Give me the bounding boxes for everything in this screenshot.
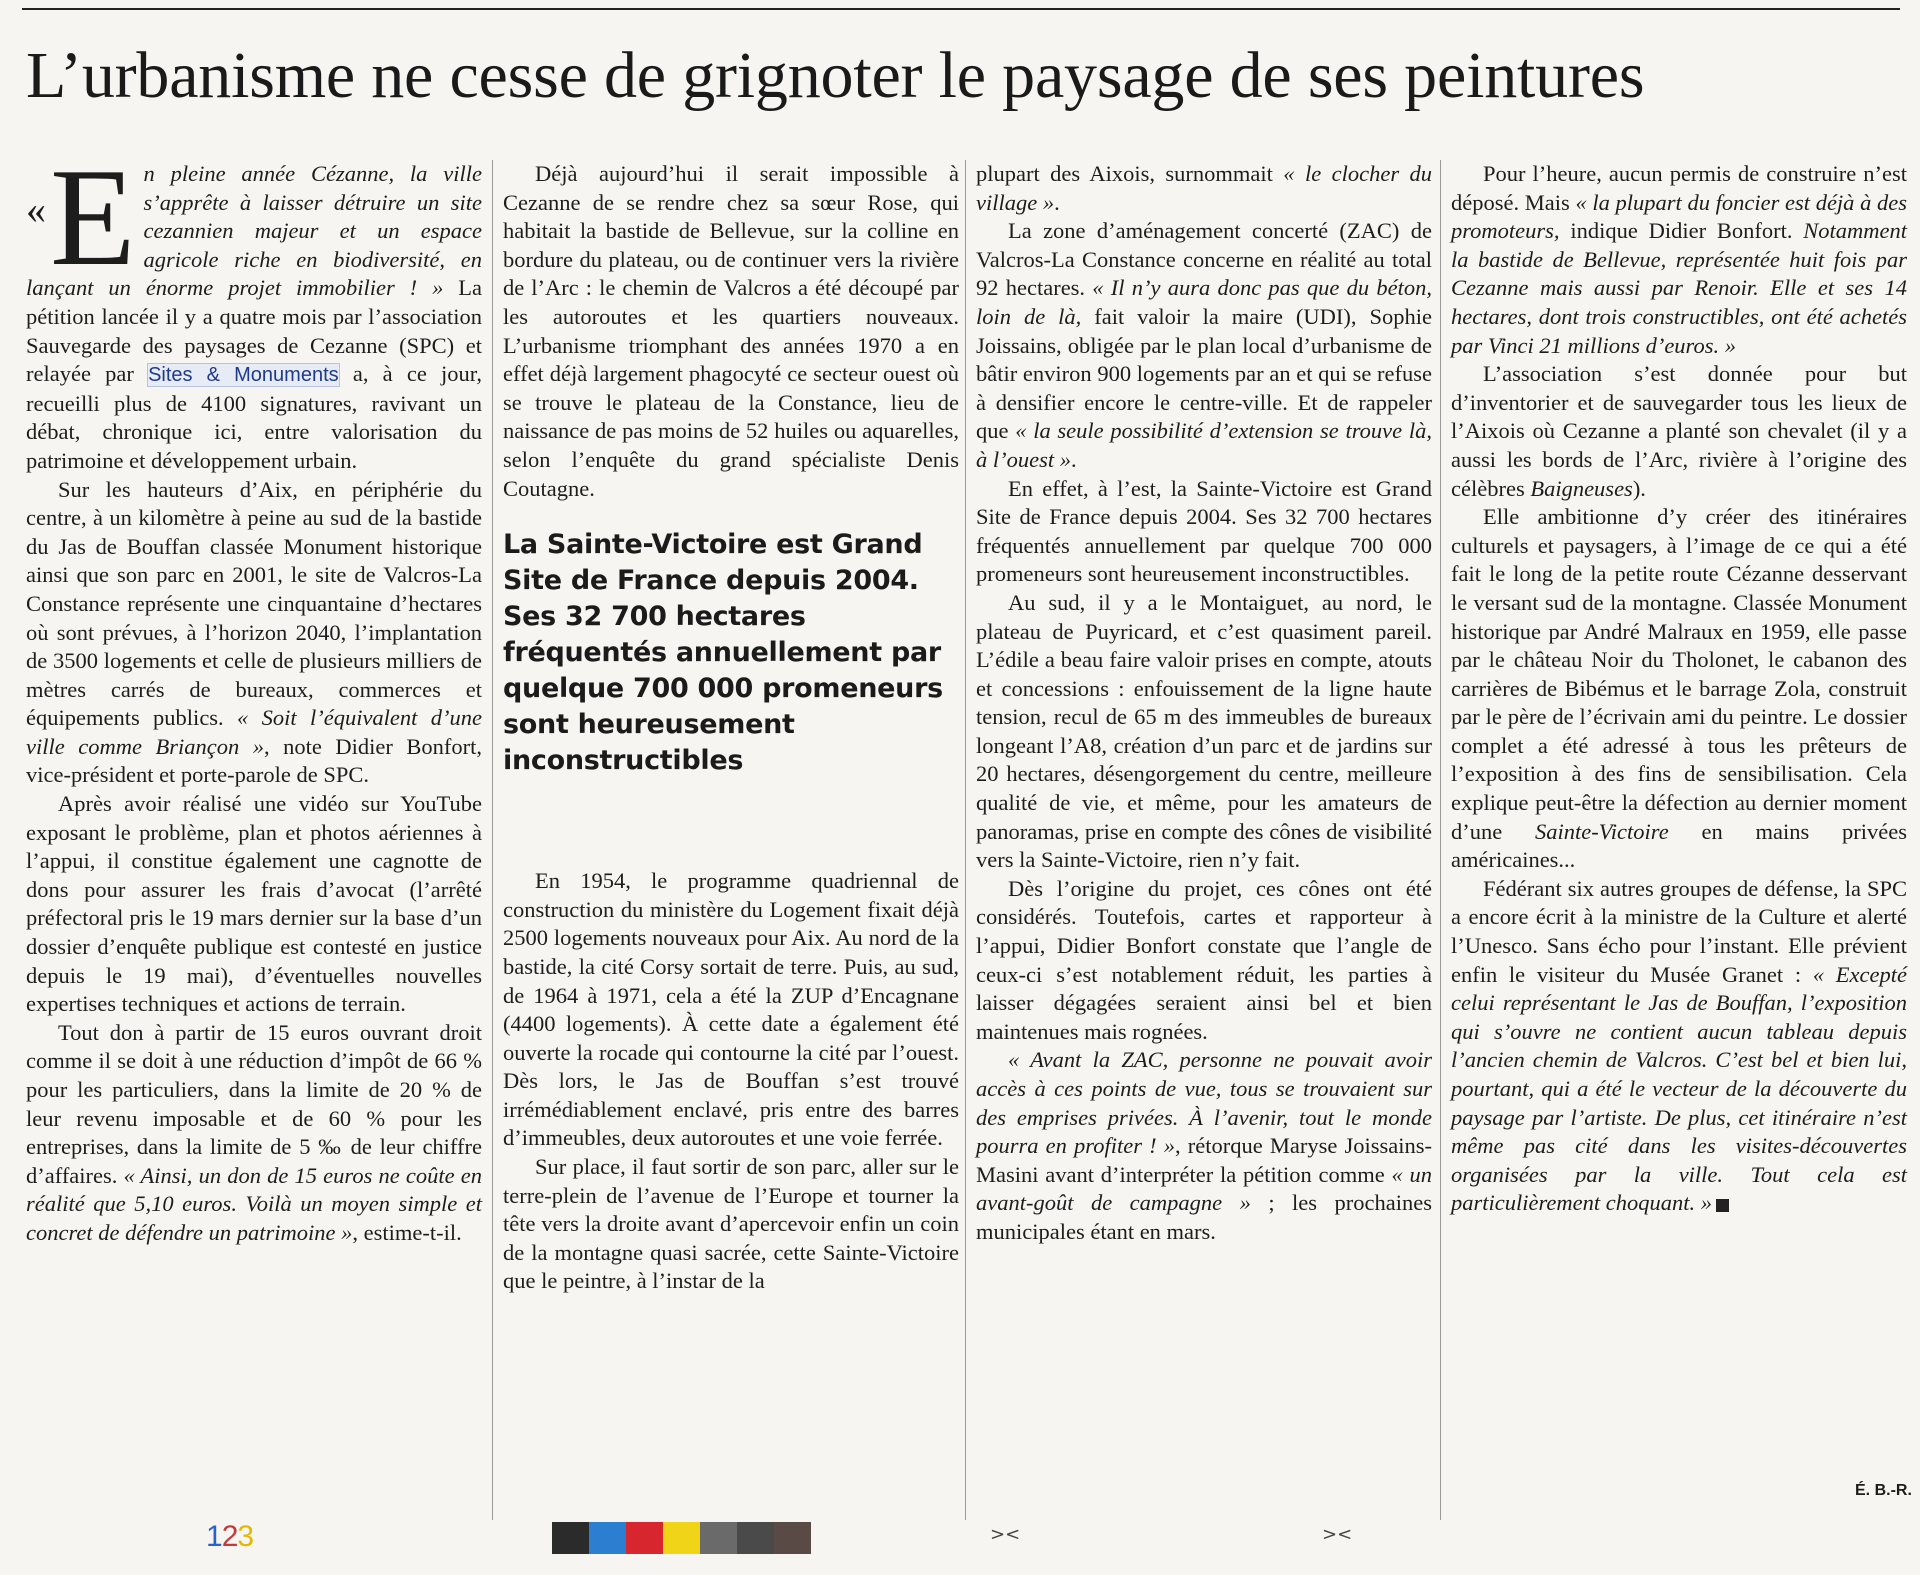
pull-quote-text: La Sainte-Victoire est Grand Site de France depuis 2004. Ses 32 700 hectares fréquentés annuellement par quelque 700 000 promeneurs sont heureusement inconstructibles	[503, 529, 943, 777]
paragraph: Dès l’origine du projet, ces cônes ont été considérés. Toutefois, cartes et rapporteur à l’appui, Didier Bonfort constate que l’angle de ceux-ci s’est notablement réduit, les parties à laisser dégagées seraient ainsi bel et bien maintenues mais rognées.	[976, 875, 1432, 1044]
text: Sur les hauteurs d’Aix, en périphérie du centre, à un kilomètre à peine au sud de la bastide du Jas de Bouffan classée Monument historique ainsi que son parc en 2001, le site de Valcros-La Constance représente une cinquantaine d’hectares où sont prévues, à l’horizon 2040, l’implantation de 3500 logements et celle de plusieurs milliers de mètres carrés de bureaux, commerces et équipements publics.	[26, 476, 482, 731]
text: .	[1071, 446, 1077, 472]
lead-paragraph	[26, 140, 482, 476]
text: Elle ambitionne d’y créer des itinéraires culturels et paysagers, à l’image de ce qui a été fait le long de la petite route Cézanne desservant le versant sud de la montagne. Classée Monument historique par André Malraux en 1959, elle passe par le château Noir du Tholonet, le cabanon des carrières de Bibémus et le barrage Zola, construit par le père de l’écrivain ami du peintre. Le dossier complet a été adressé à tous les prêteurs de l’exposition à des fins de sensibilisation. Cela explique peut-être la défection au dernier moment d’une	[1451, 504, 1907, 844]
paragraph	[976, 160, 1432, 217]
color-swatch	[552, 1522, 589, 1554]
author-signature: É. B.-R.	[1855, 1482, 1912, 1499]
title: Sainte-Victoire	[1535, 818, 1669, 844]
page-number-digit: 3	[237, 1520, 254, 1553]
page-number-digit: 1	[206, 1520, 222, 1553]
text: ; les prochaines municipales étant en mars.	[976, 1190, 1432, 1244]
quote: « Avant la ZAC, personne ne pouvait avoir accès à ces points de vue, tous se trouvaient sur des emprises privées. À l’avenir, tout le monde pourra en profiter ! »	[976, 1047, 1432, 1159]
text: , rétorque Maryse Joissains-Masini avant d’interpréter la pétition comme	[976, 1133, 1432, 1187]
registration-mark: ><	[1322, 1524, 1353, 1545]
quote: « Excepté celui représentant le Jas de Bouffan, l’exposition qui s’ouvre ne contient aucun tableau depuis l’ancien chemin de Valcros. C’est bel et bien lui, pourtant, qui a été le vecteur de la découverte du paysage par l’artiste. De plus, cet itinéraire n’est même pas cité dans les visites-découvertes organisées par la ville. Tout cela est particulièrement choquant. »	[1451, 961, 1907, 1216]
article-column-2	[503, 160, 959, 1296]
paragraph	[1451, 875, 1907, 1218]
quote: « Soit l’équivalent d’une ville comme Briançon »	[26, 705, 482, 759]
article-column-4	[1451, 160, 1907, 1218]
end-mark-icon	[1716, 1199, 1729, 1212]
paragraph: Au sud, il y a le Montaiguet, au nord, le plateau de Puyricard, et c’est quasiment pareil. L’édile a beau faire valoir prises en compte, atouts et concessions : enfouissement de la ligne haute tension, recul de 65 m des immeubles de bureaux longeant l’A8, création d’un parc et de jardins sur 20 hectares, désengorgement du centre, meilleure qualité de vie, et même, pour les amateurs de panoramas, prise en compte des cônes de visibilité vers la Sainte-Victoire, rien n’y fait.	[976, 589, 1432, 873]
paragraph: Sur place, il faut sortir de son parc, aller sur le terre-plein de l’avenue de l’Europe et tourner la tête vers la droite avant d’apercevoir enfin un coin de la montagne quasi sacrée, cette Sainte-Victoire que le peintre, à l’instar de la	[503, 1154, 959, 1294]
paragraph	[976, 217, 1432, 474]
quote: « le clocher du village »	[976, 161, 1432, 215]
registration-mark: ><	[990, 1524, 1021, 1545]
article-column-3	[976, 160, 1432, 1247]
pull-quote	[503, 527, 959, 867]
dropcap-block	[26, 140, 136, 295]
lead-quote: n pleine année Cézanne, la ville s’apprête à laisser détruire un site cezannien majeur et un espace agricole riche en biodiversité, en lançant un énorme projet immobilier ! »	[26, 161, 482, 301]
title: Baigneuses	[1530, 475, 1633, 501]
quote: « un avant-goût de campagne »	[976, 1161, 1433, 1216]
paragraph	[1451, 503, 1907, 875]
quote: « la seule possibilité d’extension se trouve là, à l’ouest »	[976, 418, 1432, 472]
article-column-1	[26, 140, 482, 1248]
paragraph	[976, 1046, 1432, 1246]
paragraph: En effet, à l’est, la Sainte-Victoire est Grand Site de France depuis 2004. Ses 32 700 hectares fréquentés annuellement par quelque 700 000 promeneurs sont heureusement inconstructibles.	[976, 475, 1432, 587]
color-swatch	[774, 1522, 811, 1554]
color-swatch	[589, 1522, 626, 1554]
quote: « la plupart du foncier est déjà à des promoteurs,	[1451, 189, 1908, 244]
quote: « Il n’y aura donc pas que du béton, loin de là,	[976, 275, 1432, 329]
quote: « Ainsi, un don de 15 euros ne coûte en réalité que 5,10 euros. Voilà un moyen simple et concret de défendre un patrimoine »	[26, 1162, 482, 1245]
column-divider	[965, 160, 966, 1520]
paragraph: Après avoir réalisé une vidéo sur YouTube exposant le problème, plan et photos aériennes à l’appui, il constitue également une cagnotte de dons pour assurer les frais d’avocat (l’arrêté préfectoral pris le 19 mars dernier sur la base d’un dossier d’enquête publique est contesté en justice depuis le 19 mai), d’éventuelles nouvelles expertises techniques et actions de terrain.	[26, 791, 482, 1017]
text: Pour l’heure, aucun permis de construire n’est déposé. Mais	[1451, 161, 1907, 215]
dropcap: E	[50, 140, 136, 295]
paragraph	[26, 1019, 482, 1248]
text: L’association s’est donnée pour but d’inventorier et de sauvegarder tous les lieux de l’Aixois où Cezanne a planté son chevalet (il y a aussi les bords de l’Arc, rivière à l’origine des célèbres	[1451, 361, 1907, 501]
paragraph: En 1954, le programme quadriennal de construction du ministère du Logement fixait déjà 2500 logements nouveaux pour Aix. Au nord de la bastide, la cité Corsy sortait de terre. Puis, au sud, de 1964 à 1971, cela a été la ZUP d’Encagnane (4400 logements). À cette date a également été ouverte la rocade qui contourne la cité par l’ouest. Dès lors, le Jas de Bouffan s’est trouvé irrémédiablement enclavé, pris entre des barres d’immeubles, deux autoroutes et une voie ferrée.	[503, 868, 959, 1151]
text: La zone d’aménagement concerté (ZAC) de Valcros-La Constance concerne en réalité au total 92 hectares.	[976, 218, 1432, 301]
color-swatch	[663, 1522, 700, 1554]
headline: L’urbanisme ne cesse de grignoter le paysage de ses peintures	[26, 39, 1645, 112]
text: Fédérant six autres groupes de défense, la SPC a encore écrit à la ministre de la Culture et alerté l’Unesco. Sans écho pour l’instant. Elle prévient enfin le visiteur du Musée Granet :	[1451, 875, 1907, 987]
color-swatch	[626, 1522, 663, 1554]
quote: Notamment la bastide de Bellevue, représentée huit fois par Cezanne mais aussi par Renoir. Elle et ses 14 hectares, dont trois constructibles, ont été achetés par Vinci 21 millions d’euros. »	[1451, 218, 1907, 358]
page-number-digit: 2	[221, 1520, 238, 1553]
text: , estime-t-il.	[352, 1219, 462, 1245]
paragraph	[1451, 160, 1907, 360]
text: en mains privées américaines...	[1451, 818, 1907, 873]
text: , note Didier Bonfort, vice-président et porte-parole de SPC.	[26, 733, 482, 788]
text: indique Didier Bonfort.	[1559, 218, 1804, 244]
paragraph: Déjà aujourd’hui il serait impossible à Cezanne de se rendre chez sa sœur Rose, qui habitait la bastide de Bellevue, sur la colline en bordure du plateau, ou de continuer vers la rivière de l’Arc : le chemin de Valcros a été découpé par les autoroutes et les quartiers nouveaux. L’urbanisme triomphant des années 1970 a en effet déjà largement phagocyté ce secteur ouest où se trouve le plateau de la Constance, lieu de naissance de pas moins de 52 huiles ou aquarelles, selon l’enquête du grand spécialiste Denis Coutagne.	[503, 161, 959, 501]
opening-guillemet: «	[26, 187, 46, 232]
column-divider	[492, 160, 493, 1520]
column-divider	[1440, 160, 1441, 1520]
color-swatches	[552, 1522, 811, 1554]
text: La pétition lancée il y a quatre mois par l’association Sauvegarde des paysages de Cezanne (SPC) et relayée par	[26, 275, 482, 387]
paragraph	[1451, 360, 1907, 503]
text: .	[1054, 189, 1060, 215]
top-rule	[22, 8, 1900, 10]
sites-monuments-link[interactable]: Sites & Monuments	[148, 364, 339, 387]
text: Tout don à partir de 15 euros ouvrant droit comme il se doit à une réduction d’impôt de 66 % pour les particuliers, dans la limite de 20 % de leur revenu imposable et de 60 % pour les entreprises, dans la limite de 5 ‰ de leur chiffre d’affaires.	[26, 1019, 482, 1188]
paragraph	[26, 476, 482, 791]
color-swatch	[700, 1522, 737, 1554]
text: fait valoir la maire (UDI), Sophie Joissains, obligée par le plan local d’urbanisme de bâtir environ 900 logements par an et qui se refuse à densifier encore le centre-ville. Et de rappeler que	[976, 303, 1432, 444]
text: plupart des Aixois, surnommait	[976, 161, 1284, 186]
color-swatch	[737, 1522, 774, 1554]
text: a, à ce jour, recueilli plus de 4100 signatures, ravivant un débat, chronique ici, entre valorisation du patrimoine et développement urbain.	[26, 361, 482, 473]
text: ).	[1632, 475, 1646, 501]
page-number	[206, 1520, 253, 1554]
